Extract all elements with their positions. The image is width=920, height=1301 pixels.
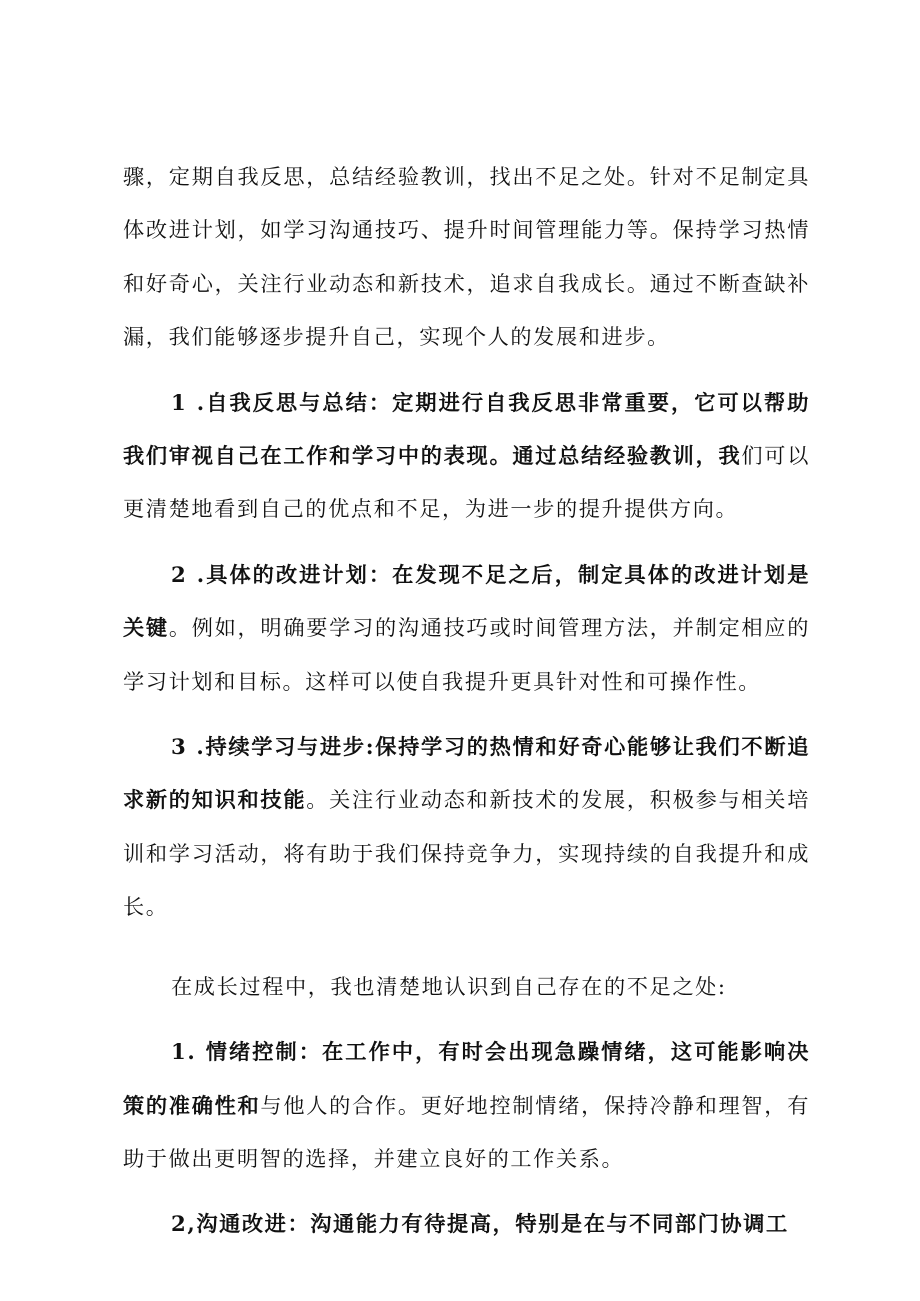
paragraph-item-3 [123, 720, 810, 934]
paragraph-shortcoming-2 [123, 1197, 810, 1250]
paragraph-heading: 1 .自我反思与总结：定期进行自我反思非常重要，它可以帮助我们审视自己在工作和学习中的表现。通过总结经验教训，我 [123, 389, 810, 469]
paragraph-text: 在成长过程中，我也清楚地认识到自己存在的不足之处: [171, 973, 727, 999]
paragraph-text: 们可以更清楚地看到自己的优点和不足，为进一步的提升提供方向。 [123, 443, 811, 522]
paragraph-heading: 2 .具体的改进计划：在发现不足之后，制定具体的改进计划是关键 [123, 561, 810, 641]
paragraph-text: 与他人的合作。更好地控制情绪，保持冷静和理智，有助于做出更明智的选择，并建立良好的工作关系。 [123, 1092, 810, 1171]
paragraph-heading: 1. 情绪控制：在工作中，有时会出现急躁情绪，这可能影响决策的准确性和 [123, 1039, 810, 1118]
paragraph-item-1 [123, 376, 810, 536]
paragraph-heading: 2,沟通改进：沟通能力有待提高，特别是在与不同部门协调工 [171, 1211, 789, 1237]
paragraph-text: 骤，定期自我反思，总结经验教训，找出不足之处。针对不足制定具体改进计划，如学习沟通技巧、提升时间管理能力等。保持学习热情和好奇心，关注行业动态和新技术，追求自我成长。通过不断查缺补漏，我们能够逐步提升自己，实现个人的发展和进步。 [123, 164, 810, 350]
paragraph-text: 。例如，明确要学习的沟通技巧或时间管理方法，并制定相应的学习计划和目标。这样可以使自我提升更具针对性和可操作性。 [123, 615, 810, 694]
paragraph-intro-continuation [123, 150, 810, 364]
paragraph-shortcomings-intro [123, 960, 810, 1013]
paragraph-heading: 3 .持续学习与进步:保持学习的热情和好奇心能够让我们不断追求新的知识和技能 [123, 734, 810, 813]
document-body [123, 150, 810, 1251]
paragraph-text: 。关注行业动态和新技术的发展，积极参与相关培训和学习活动，将有助于我们保持竞争力，实现持续的自我提升和成长。 [123, 787, 810, 920]
paragraph-shortcoming-1 [123, 1025, 810, 1185]
paragraph-item-2 [123, 548, 810, 708]
